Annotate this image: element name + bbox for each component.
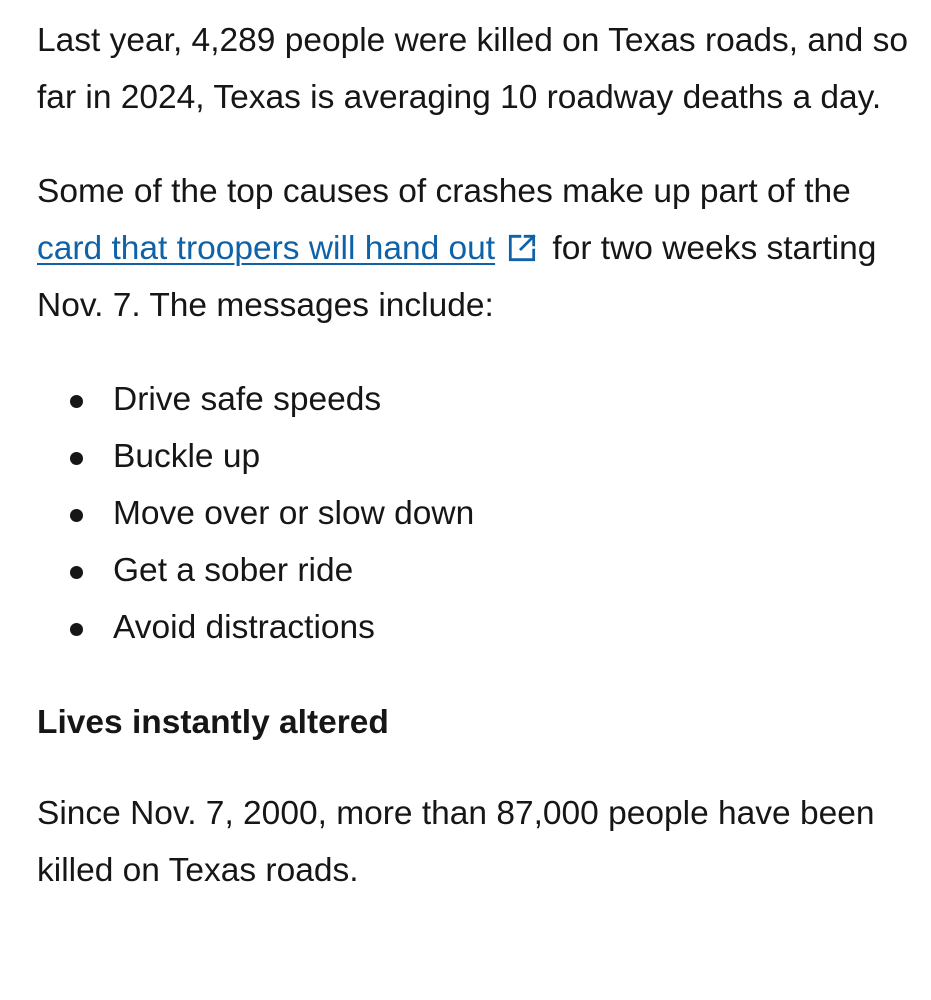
list-item-label: Avoid distractions bbox=[113, 609, 375, 646]
messages-list bbox=[37, 371, 917, 656]
list-item-label: Drive safe speeds bbox=[113, 381, 382, 418]
list-item bbox=[37, 599, 917, 656]
list-item-label: Get a sober ride bbox=[113, 552, 354, 589]
list-item bbox=[37, 542, 917, 599]
bullet-icon bbox=[70, 452, 83, 465]
bullet-icon bbox=[70, 509, 83, 522]
article-body bbox=[37, 12, 917, 899]
card-link[interactable] bbox=[37, 230, 543, 267]
paragraph-text-before-link: Some of the top causes of crashes make up part of the bbox=[37, 173, 851, 210]
bullet-icon bbox=[70, 566, 83, 579]
section-heading: Lives instantly altered bbox=[37, 704, 389, 741]
list-item bbox=[37, 428, 917, 485]
external-link-icon[interactable] bbox=[505, 231, 539, 265]
list-item-label: Buckle up bbox=[113, 438, 261, 475]
list-item bbox=[37, 485, 917, 542]
bullet-icon bbox=[70, 623, 83, 636]
paragraph-since-2000: Since Nov. 7, 2000, more than 87,000 people have been killed on Texas roads. bbox=[37, 795, 875, 889]
paragraph-text-after-link: for two weeks starting Nov. 7. The messages include: bbox=[37, 230, 877, 324]
bullet-icon bbox=[70, 395, 83, 408]
paragraph-top-causes bbox=[37, 163, 917, 334]
card-link-text[interactable]: card that troopers will hand out bbox=[37, 230, 496, 267]
list-item bbox=[37, 371, 917, 428]
list-item-label: Move over or slow down bbox=[113, 495, 475, 532]
paragraph-road-deaths: Last year, 4,289 people were killed on Texas roads, and so far in 2024, Texas is averaging 10 roadway deaths a day. bbox=[37, 22, 908, 116]
